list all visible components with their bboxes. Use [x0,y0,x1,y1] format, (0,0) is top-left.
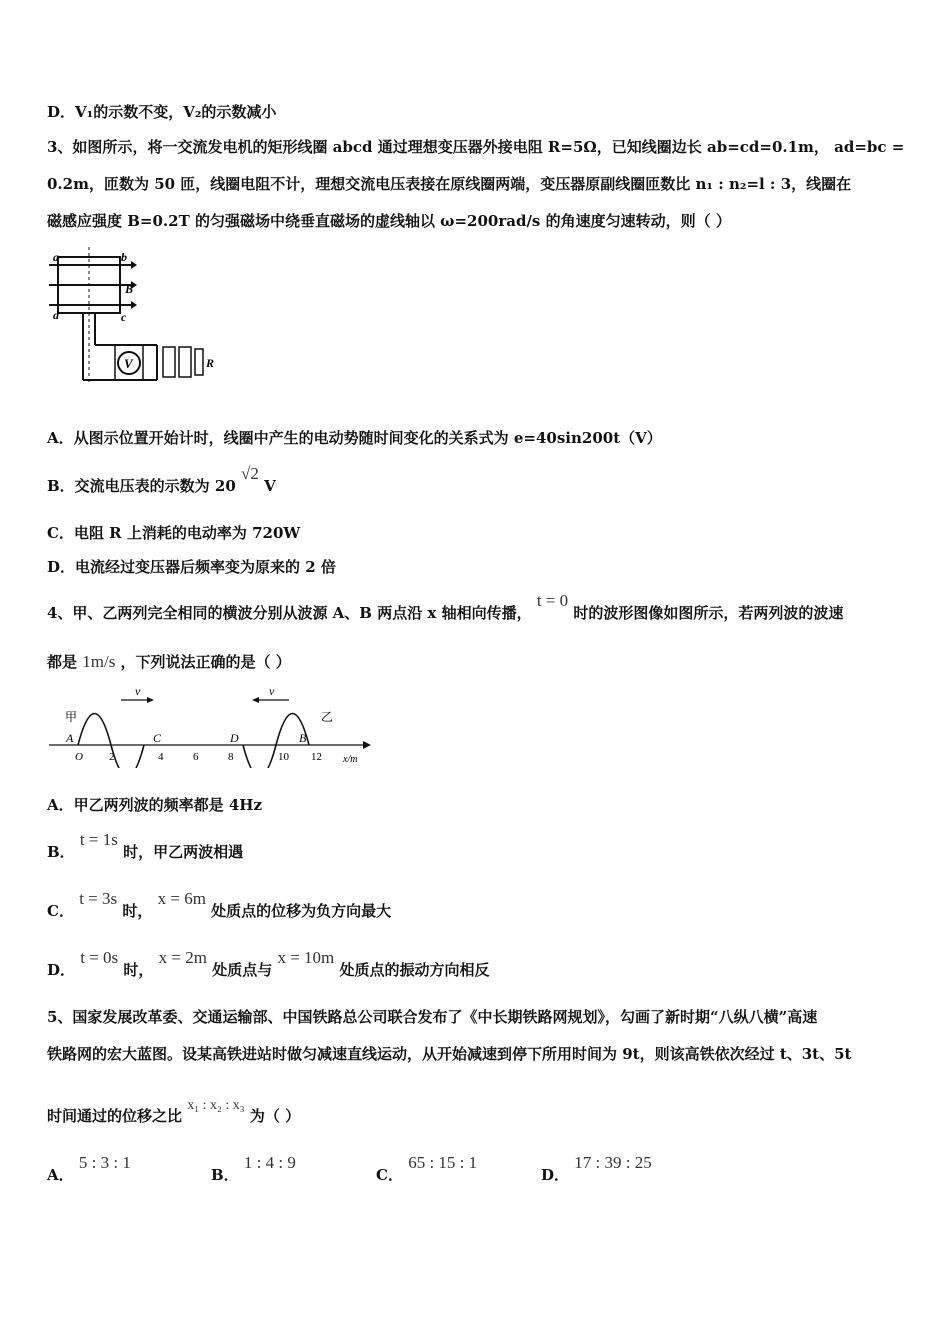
fig-label-a: a [53,250,59,264]
wave-tick-2: 2 [109,751,115,763]
q3-option-a: A．从图示位置开始计时，线圈中产生的电动势随时间变化的关系式为 e=40sin200t（V） [47,429,662,447]
wave-label-jia: 甲 [65,710,78,724]
q5-option-a-label: A． [47,1166,74,1184]
wave-tick-12: 12 [311,751,322,763]
q5-option-b-value: 1 : 4 : 9 [243,1153,296,1172]
q3-option-b-unit: V [264,477,276,495]
q4-stem-line1 [47,591,844,623]
q4-option-c-label: C． [47,902,74,920]
q4-option-b-text: 时，甲乙两波相遇 [123,843,244,861]
q4-option-d-text: 处质点的振动方向相反 [339,961,490,979]
q4-option-d [47,948,490,980]
fig-label-b: b [121,250,127,264]
q4-option-a: A．甲乙两列波的频率都是 4Hz [47,796,262,814]
prev-option-d: D．V₁的示数不变，V₂的示数减小 [47,103,277,121]
q5-option-a [47,1153,131,1185]
fig-label-R: R [206,356,215,370]
wave-figure [45,683,375,768]
fig-label-d: d [53,308,59,322]
q4-option-c-math2: x = 6m [157,889,206,908]
fig-label-c: c [121,310,127,324]
q3-stem-line2: 0.2m，匝数为 50 匝，线圈电阻不计，理想交流电压表接在原线圈两端，变压器原副线圈匝数比 n₁ : n₂=l : 3，线圈在 [47,175,852,193]
q4-option-d-mid: 时， [123,961,154,979]
q3-option-b-text: B．交流电压表的示数为 20 [47,477,236,495]
q4-stem-text2: 时的波形图像如图所示，若两列波的波速 [573,604,844,622]
wave-point-A: A [66,731,74,745]
q4-option-b [47,830,244,862]
q5-option-d-label: D． [541,1166,570,1184]
q5-option-d-value: 17 : 39 : 25 [574,1153,652,1172]
wave-tick-0: O [75,751,83,763]
q4-stem-line2 [47,652,291,672]
q4-stem-math-t0: t = 0 [536,591,569,610]
fig-label-B-field: B [125,282,134,296]
q4-option-c-mid: 时， [122,902,153,920]
q4-option-c-math1: t = 3s [79,889,118,908]
q4-option-d-math1: t = 0s [80,948,119,967]
wave-point-B: B [299,731,307,745]
q5-stem-line3 [47,1098,301,1128]
q4-option-d-math2: x = 2m [158,948,207,967]
q5-option-d [541,1153,652,1185]
wave-point-C: C [153,731,162,745]
q5-option-b [211,1153,296,1185]
wave-v-label-1: v [135,684,141,698]
wave-point-D: D [230,731,239,745]
q5-stem-line1: 5、国家发展改革委、交通运输部、中国铁路总公司联合发布了《中长期铁路网规划》，勾画了新时期“八纵八横”高速 [47,1008,818,1026]
q5-option-c-label: C． [376,1166,403,1184]
q4-stem-math-speed: 1m/s [82,652,116,671]
wave-tick-6: 6 [193,751,199,763]
q3-stem-line1: 3、如图所示，将一交流发电机的矩形线圈 abcd 通过理想变压器外接电阻 R=5Ω，已知线圈边长 ab=cd=0.1m， ad=bc = [47,138,905,156]
q4-stem-text1: 4、甲、乙两列完全相同的横波分别从波源 A、B 两点沿 x 轴相向传播， [47,604,532,622]
q5-option-a-value: 5 : 3 : 1 [78,1153,131,1172]
q3-stem-line3: 磁感应强度 B=0.2T 的匀强磁场中绕垂直磁场的虚线轴以 ω=200rad/s 的角速度匀速转动，则（ ） [47,212,731,230]
q5-stem-line2: 铁路网的宏大蓝图。设某高铁进站时做匀减速直线运动，从开始减速到停下所用时间为 9t，则该高铁依次经过 t、3t、5t [47,1045,852,1063]
q3-option-b [47,464,276,496]
q4-option-b-label: B． [47,843,75,861]
q4-option-c [47,889,392,921]
q3-option-c: C．电阻 R 上消耗的电动率为 720W [47,524,301,542]
wave-tick-10: 10 [278,751,289,763]
generator-transformer-figure [45,245,220,390]
q4-option-d-math3: x = 10m [277,948,335,967]
q4-option-b-math: t = 1s [79,830,118,849]
q5-stem-math: x₁ : x₂ : x₃ [187,1098,245,1113]
wave-x-axis-label: x/m [343,754,358,765]
q3-option-b-sqrt: √2 [241,464,259,483]
q5-stem-text2: 为（ ） [249,1107,301,1125]
q5-option-b-label: B． [211,1166,239,1184]
q5-option-c-value: 65 : 15 : 1 [408,1153,478,1172]
q4-stem-text4: ，下列说法正确的是（ ） [120,653,291,671]
wave-tick-4: 4 [158,751,164,763]
q3-option-d: D．电流经过变压器后频率变为原来的 2 倍 [47,558,336,576]
q4-option-d-label: D． [47,961,76,979]
wave-tick-8: 8 [228,751,234,763]
q5-stem-text: 时间通过的位移之比 [47,1107,183,1125]
q4-option-d-mid2: 处质点与 [212,961,273,979]
q4-option-c-text: 处质点的位移为负方向最大 [211,902,392,920]
wave-label-yi: 乙 [321,710,334,724]
fig-label-V: V [124,356,133,371]
q5-option-c [376,1153,478,1185]
wave-v-label-2: v [269,684,275,698]
q4-stem-text3: 都是 [47,653,78,671]
